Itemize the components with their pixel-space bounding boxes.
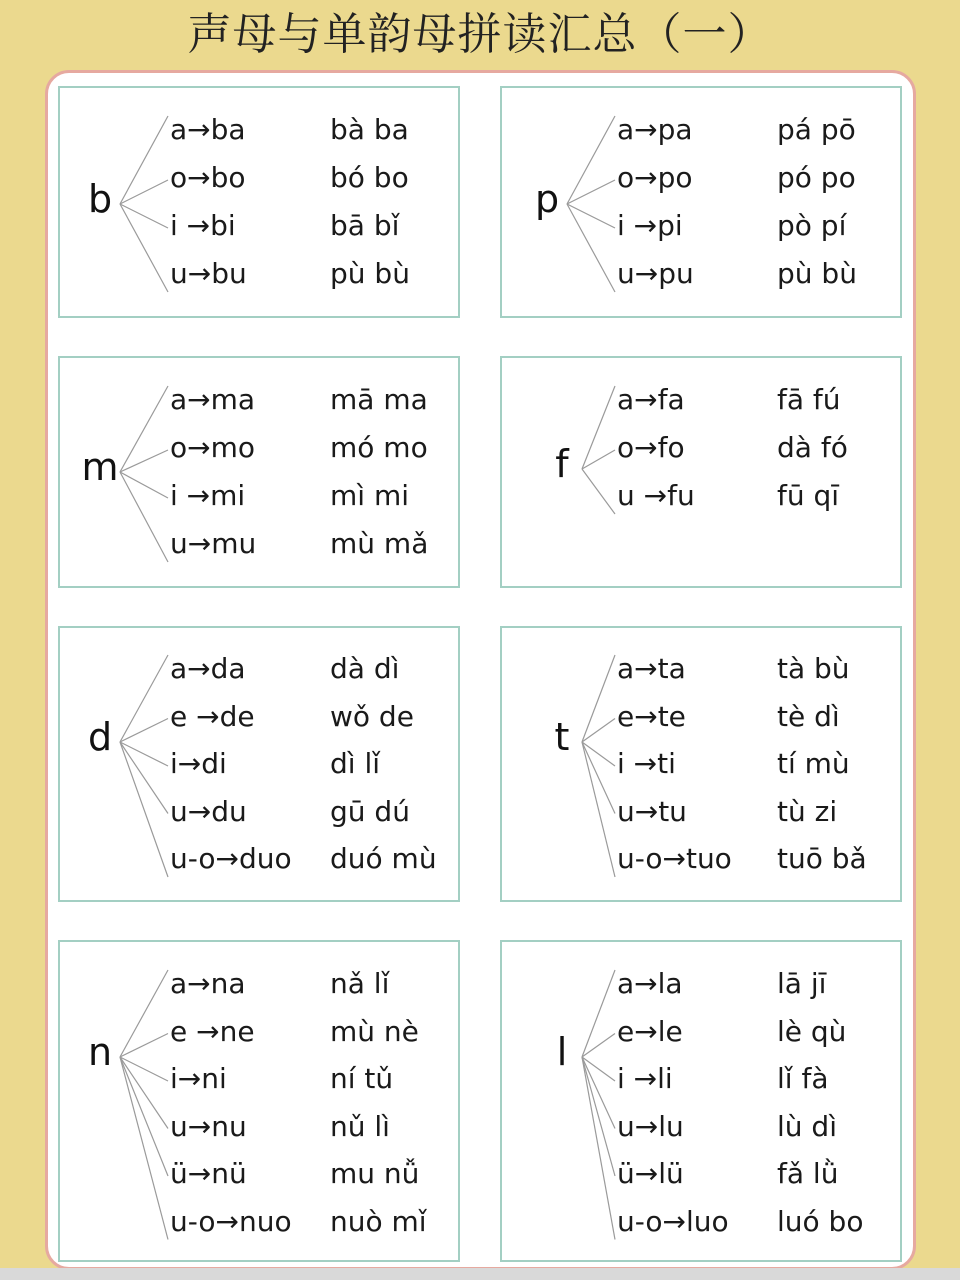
branch-line [582,1057,615,1176]
example-word: dì lǐ [330,747,381,780]
card-t [500,626,902,902]
branch-line [120,472,168,498]
branch-line [120,719,168,743]
spelling-rule: u→pu [617,257,694,290]
branch-line [120,116,168,204]
example-word: dà dì [330,652,400,685]
example-word: fǎ lǜ [777,1157,839,1190]
initial-letter: l [556,1030,568,1074]
example-word: mù nè [330,1014,419,1048]
branch-line [582,450,615,469]
example-word: nǎ lǐ [330,967,390,1000]
example-word: bà ba [330,113,409,146]
example-word: dà fó [777,431,848,464]
initial-letter: d [87,715,113,759]
example-word: ní tǔ [330,1062,394,1095]
spelling-rule: u→nu [170,1109,247,1143]
spelling-rule: u→bu [170,257,247,290]
example-word: pù bù [777,257,857,290]
spelling-rule: a→na [170,967,246,1000]
spelling-rule: u→tu [617,794,687,828]
spelling-rule: e→te [617,699,686,733]
initial-letter: t [554,715,570,759]
spelling-rule: u-o→luo [617,1204,729,1238]
initial-letter: f [555,442,569,486]
branch-line [120,1057,168,1176]
branch-line [120,742,168,877]
example-word: mu nǚ [330,1157,420,1190]
branch-line [582,719,615,743]
initial-letter: n [87,1030,113,1074]
spelling-rule: ü→lü [617,1157,684,1190]
example-word: luó bo [777,1204,864,1238]
spelling-rule: i →bi [170,209,236,242]
branch-line [582,742,615,766]
spelling-rule: a→pa [617,113,693,146]
branch-line [567,204,615,228]
branch-line [120,1034,168,1058]
card-f [500,356,902,588]
card-l [500,940,902,1262]
spelling-rule: o→mo [170,431,255,464]
branch-line [120,1057,168,1240]
spelling-rule: i→di [170,747,227,780]
branch-line [582,655,615,742]
card-b [58,86,460,318]
example-word: gū dú [330,794,410,828]
branch-line [120,472,168,562]
initial-letter: m [81,445,119,489]
initial-letter: p [534,177,560,221]
branch-line [567,204,615,292]
branch-line [567,180,615,204]
spelling-rule: u→mu [170,527,257,560]
example-word: lè qù [777,1014,847,1048]
spelling-rule: e→le [617,1014,683,1048]
spelling-rule: o→po [617,161,693,194]
example-word: pò pí [777,209,847,242]
example-word: mā ma [330,383,428,416]
branch-line [582,386,615,469]
branch-line [120,970,168,1057]
branch-line [120,655,168,742]
example-word: bā bǐ [330,209,400,242]
example-word: nuò mǐ [330,1204,427,1238]
spelling-rule: i →pi [617,209,683,242]
example-word: mù mǎ [330,527,429,560]
example-word: lǐ fà [777,1062,829,1095]
branch-line [120,1057,168,1081]
branch-line [120,180,168,204]
bottom-bar [0,1268,960,1280]
example-word: tù zi [777,794,838,828]
example-word: duó mù [330,842,437,875]
example-word: pó po [777,161,856,194]
branch-line [582,970,615,1057]
spelling-rule: o→fo [617,431,685,464]
example-word: mó mo [330,431,428,464]
example-word: wǒ de [330,699,414,733]
spelling-rule: u-o→nuo [170,1204,292,1238]
branch-line [120,450,168,472]
branch-line [582,469,615,514]
example-word: pá pō [777,113,856,146]
initial-letter: b [87,177,113,221]
branch-line [582,1057,615,1129]
branch-line [582,742,615,877]
branch-line [120,742,168,766]
branch-line [582,1057,615,1240]
spelling-rule: u→lu [617,1109,684,1143]
example-word: pù bù [330,257,410,290]
page-title: 声母与单韵母拼读汇总（一） [187,9,773,60]
branch-line [120,386,168,472]
spelling-rule: e →ne [170,1014,255,1048]
card-d [58,626,460,902]
spelling-rule: i →mi [170,479,246,512]
spelling-rule: a→ba [170,113,246,146]
branch-line [582,1034,615,1058]
example-word: mì mi [330,479,410,512]
spelling-rule: a→da [170,652,246,685]
example-word: nǔ lì [330,1109,390,1143]
spelling-rule: i→ni [170,1062,227,1095]
spelling-rule: u→du [170,794,247,828]
card-m [58,356,460,588]
branch-line [120,204,168,292]
branch-line [582,1057,615,1081]
spelling-rule: a→ma [170,383,256,416]
example-word: fū qī [777,479,840,512]
spelling-rule: e →de [170,699,255,733]
branch-line [582,742,615,814]
spelling-rule: a→ta [617,652,686,685]
example-word: fā fú [777,383,841,416]
spelling-rule: u-o→duo [170,842,292,875]
example-word: tè dì [777,699,840,733]
example-word: tuō bǎ [777,842,867,875]
spelling-rule: i →ti [617,747,676,780]
example-word: tí mù [777,747,850,780]
branch-line [120,204,168,228]
card-p [500,86,902,318]
example-word: lā jī [777,967,827,1000]
spelling-rule: a→fa [617,383,685,416]
spelling-rule: a→la [617,967,683,1000]
card-n [58,940,460,1262]
spelling-rule: o→bo [170,161,246,194]
spelling-rule: ü→nü [170,1157,247,1190]
spelling-rule: u-o→tuo [617,842,732,875]
example-word: bó bo [330,161,409,194]
branch-line [120,742,168,814]
example-word: tà bù [777,652,850,685]
spelling-rule: i →li [617,1062,673,1095]
branch-line [120,1057,168,1129]
spelling-rule: u →fu [617,479,695,512]
example-word: lù dì [777,1109,837,1143]
branch-line [567,116,615,204]
